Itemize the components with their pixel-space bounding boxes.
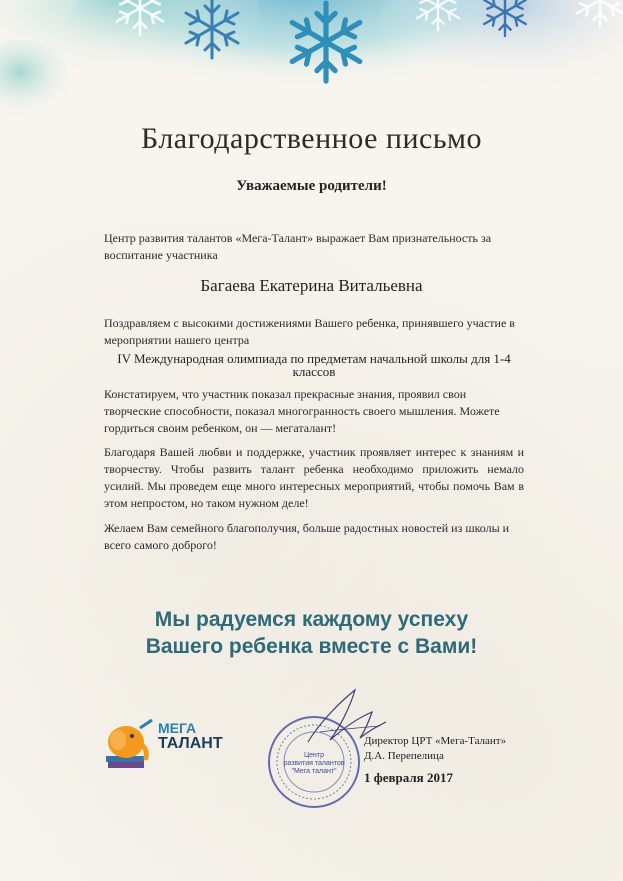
logo-line-2: ТАЛАНТ — [158, 735, 223, 752]
snowflake-header-decoration — [0, 0, 623, 120]
signer-title: Директор ЦРТ «Мега-Талант» — [364, 735, 507, 747]
participant-name: Багаева Екатерина Витальевна — [200, 276, 423, 295]
stamp-text-line: "Мега талант" — [291, 768, 337, 775]
stamp-text-line: развития талантов — [283, 760, 345, 767]
logo-text — [158, 721, 223, 751]
logo-line-1: МЕГА — [158, 720, 197, 736]
support-paragraph: Благодаря Вашей любви и поддержке, участник проявляет интерес к знаниям и творчеству. Чтобы развить талант ребенка необходимо приложить немало усилий. Мы проведем еще много интересных мероприятий, чтобы помочь Вам в этом непростом, но таком нужном деле! — [104, 445, 524, 510]
achievement-paragraph: Констатируем, что участник показал прекрасные знания, проявил свои творческие способности, показал многогранность своего мышления. Можете гордиться своим ребенком, он — мегаталант! — [104, 387, 500, 435]
wishes-paragraph: Желаем Вам семейного благополучия, больше радостных новостей из школы и всего самого доброго! — [104, 521, 510, 552]
greeting: Уважаемые родители! — [236, 178, 387, 194]
event-name: IV Международная олимпиада по предметам начальной школы для 1-4 классов — [117, 351, 511, 379]
letter-title: Благодарственное письмо — [140, 122, 482, 155]
stamp-text — [280, 752, 348, 776]
intro-paragraph: Центр развития талантов «Мега-Талант» выражает Вам признательность за воспитание участника — [104, 231, 492, 262]
signer-block — [364, 734, 506, 764]
slogan-line-2: Вашего ребенка вместе с Вами! — [145, 635, 478, 658]
congrats-paragraph: Поздравляем с высокими достижениями Вашего ребенка, принявшего участие в мероприятии нашего центра — [104, 316, 515, 347]
stamp-text-line: Центр — [303, 752, 325, 759]
letter-date: 1 февраля 2017 — [364, 770, 453, 785]
signer-name: Д.А. Перепелица — [364, 750, 444, 762]
slogan-line-1: Мы радуемся каждому успеху — [154, 608, 469, 631]
slogan — [0, 606, 623, 660]
